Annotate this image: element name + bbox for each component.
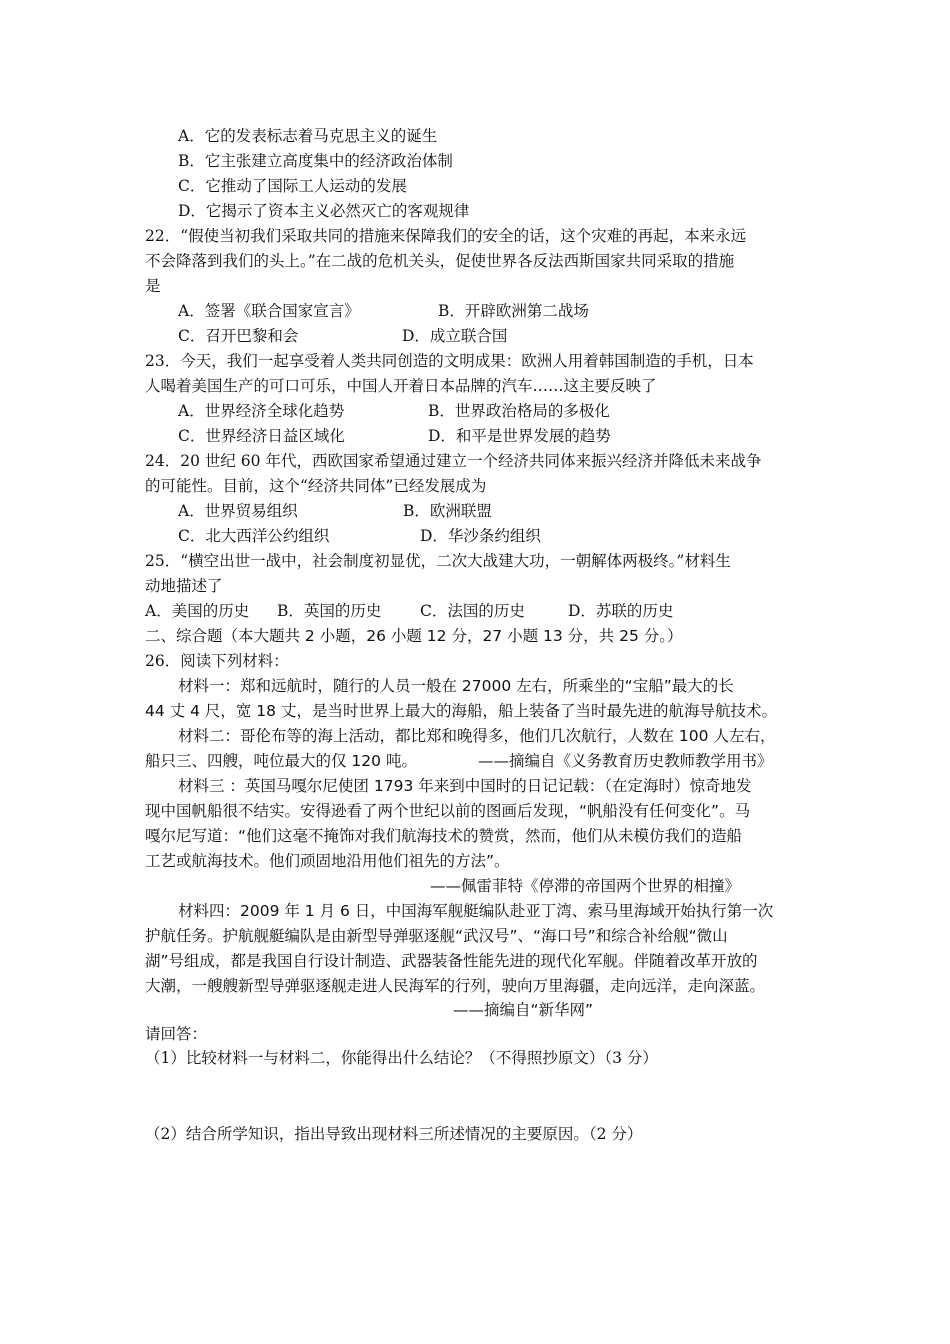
q25-option-c: C．法国的历史 [420,602,525,620]
q25-stem-line1: 25．“横空出世一战中，社会制度初显优，二次大战建大功，一朝解体两极终。”材料生 [145,552,731,570]
q22-option-a: A．签署《联合国家宣言》 [178,302,360,320]
material-4-line1: 材料四：2009 年 1 月 6 日，中国海军舰艇编队赴亚丁湾、索马里海域开始执行第一次 [178,902,774,920]
q25-option-a: A．美国的历史 [145,602,250,620]
material-4-line2: 护航任务。护航舰艇编队是由新型导弹驱逐舰“武汉号”、“海口号”和综合补给舰“微山 [145,927,728,945]
q25-stem-line2: 动地描述了 [145,577,223,595]
q23-stem-line1: 23．今天，我们一起享受着人类共同创造的文明成果：欧洲人用着韩国制造的手机，日本 [145,352,754,370]
q24-option-d: D．华沙条约组织 [420,527,541,545]
sub-question-2: （2）结合所学知识，指出导致出现材料三所述情况的主要原因。（2 分） [145,1125,643,1143]
material-4-source: ——摘编自“新华网” [453,1001,594,1019]
q24-option-a: A．世界贸易组织 [178,502,298,520]
q22-option-d: D．成立联合国 [402,327,508,345]
material-3-line4: 工艺或航海技术。他们顽固地沿用他们祖先的方法”。 [145,852,510,870]
q24-option-c: C．北大西洋公约组织 [178,527,330,545]
q22-option-b: B．开辟欧洲第二战场 [438,302,589,320]
q21-option-a: A．它的发表标志着马克思主义的诞生 [178,127,438,145]
q24-stem-line2: 的可能性。目前，这个“经济共同体”已经发展成为 [145,477,487,495]
q24-option-b: B．欧洲联盟 [403,502,492,520]
sub-question-1: （1）比较材料一与材料二，你能得出什么结论？（不得照抄原文）（3 分） [145,1049,658,1067]
section-2-heading: 二、综合题（本大题共 2 小题，26 小题 12 分，27 小题 13 分，共 25 分。） [145,627,683,645]
q25-option-b: B．英国的历史 [277,602,382,620]
material-3-source: ——佩雷菲特《停滞的帝国两个世界的相撞》 [430,877,741,895]
material-3-line3: 嘎尔尼写道：“他们这毫不掩饰对我们航海技术的赞赏，然而，他们从未模仿我们的造船 [145,827,743,845]
q21-option-d: D．它揭示了资本主义必然灭亡的客观规律 [178,202,470,220]
q23-option-d: D．和平是世界发展的趋势 [428,427,611,445]
material-1-line1: 材料一：郑和远航时，随行的人员一般在 27000 左右，所乘坐的“宝船”最大的长 [178,677,734,695]
q23-option-a: A．世界经济全球化趋势 [178,402,345,420]
q22-stem-line3: 是 [145,277,161,295]
q22-stem-line1: 22．“假使当初我们采取共同的措施来保障我们的安全的话，这个灾难的再起，本来永远 [145,227,747,245]
q21-option-b: B．它主张建立高度集中的经济政治体制 [178,152,453,170]
material-4-line3: 湖”号组成，都是我国自行设计制造、武器装备性能先进的现代化军舰。伴随着改革开放的 [145,952,758,970]
material-2-source: ——摘编自《义务教育历史教师教学用书》 [478,752,773,770]
material-3-line2: 现中国帆船很不结实。安得逊看了两个世纪以前的图画后发现，“帆船没有任何变化”。马 [145,802,751,820]
answer-prompt: 请回答： [145,1025,208,1043]
q23-stem-line2: 人喝着美国生产的可口可乐，中国人开着日本品牌的汽车……这主要反映了 [145,377,657,395]
material-1-line2: 44 丈 4 尺，宽 18 丈，是当时世界上最大的海船，船上装备了当时最先进的航海导航技术。 [145,702,777,720]
q22-stem-line2: 不会降落到我们的头上。”在二战的危机关头，促使世界各反法西斯国家共同采取的措施 [145,252,735,270]
q21-option-c: C．它推动了国际工人运动的发展 [178,177,407,195]
q26-intro: 26．阅读下列材料： [145,652,289,670]
material-4-line4: 大潮，一艘艘新型导弹驱逐舰走进人民海军的行列，驶向万里海疆，走向远洋，走向深蓝。 [145,977,766,995]
q22-option-c: C．召开巴黎和会 [178,327,299,345]
material-2-line1: 材料二：哥伦布等的海上活动，都比郑和晚得多，他们几次航行，人数在 100 人左右， [178,727,776,745]
q25-option-d: D．苏联的历史 [568,602,674,620]
q24-stem-line1: 24．20 世纪 60 年代，西欧国家希望通过建立一个经济共同体来振兴经济并降低未来战争 [145,452,762,470]
q23-option-c: C．世界经济日益区域化 [178,427,345,445]
material-2-line2: 船只三、四艘，吨位最大的仅 120 吨。 [145,752,417,770]
q23-option-b: B．世界政治格局的多极化 [428,402,610,420]
material-3-line1: 材料三 ：英国马嘎尔尼使团 1793 年来到中国时的日记记载：（在定海时）惊奇地发 [178,777,752,795]
